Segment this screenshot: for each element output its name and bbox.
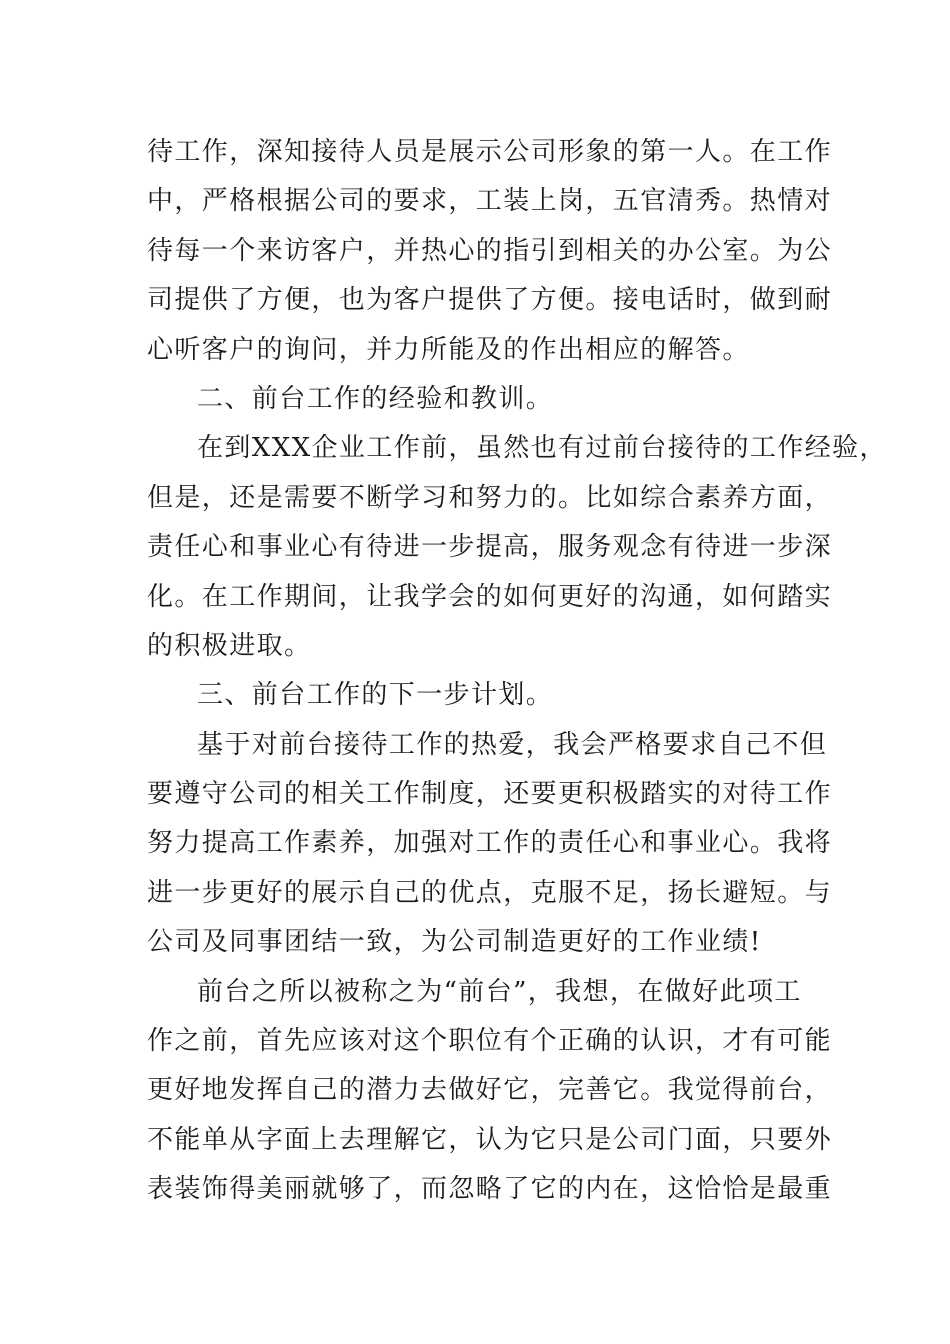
text-line: 心听客户的询问，并力所能及的作出相应的解答。 [147, 334, 750, 365]
text-line: 作之前，首先应该对这个职位有个正确的认识，才有可能 [147, 1026, 833, 1057]
text-line: 化。在工作期间，让我学会的如何更好的沟通，如何踏实 [147, 581, 833, 612]
text-line: 的积极进取。 [147, 630, 312, 661]
body-text [147, 128, 887, 1215]
text-line: 责任心和事业心有待进一步提高，服务观念有待进一步深 [147, 532, 833, 563]
text-line: 不能单从字面上去理解它，认为它只是公司门面，只要外 [147, 1124, 833, 1155]
text-line: 要遵守公司的相关工作制度，还要更积极踏实的对待工作 [147, 779, 833, 810]
text-line: 待每一个来访客户，并热心的指引到相关的办公室。为公 [147, 235, 833, 266]
text-line: 更好地发挥自己的潜力去做好它，完善它。我觉得前台， [147, 1075, 833, 1106]
text-line: 努力提高工作素养，加强对工作的责任心和事业心。我将 [147, 828, 833, 859]
text-line: 进一步更好的展示自己的优点，克服不足，扬长避短。与 [147, 877, 833, 908]
text-line: 中，严格根据公司的要求，工装上岗，五官清秀。热情对 [147, 186, 833, 217]
text-line: 但是，还是需要不断学习和努力的。比如综合素养方面， [147, 482, 833, 513]
text-line: 表装饰得美丽就够了，而忽略了它的内在，这恰恰是最重 [147, 1174, 833, 1205]
text-line: 基于对前台接待工作的热爱，我会严格要求自己不但 [197, 729, 828, 760]
text-line: 司提供了方便，也为客户提供了方便。接电话时，做到耐 [147, 285, 833, 316]
text-line: 在到XXX企业工作前，虽然也有过前台接待的工作经验， [197, 433, 887, 464]
section-heading: 三、前台工作的下一步计划。 [197, 680, 554, 711]
text-line: 前台之所以被称之为“前台”，我想，在做好此项工 [197, 976, 802, 1007]
text-line: 公司及同事团结一致，为公司制造更好的工作业绩! [147, 927, 762, 958]
section-heading: 二、前台工作的经验和教训。 [197, 383, 554, 414]
text-line: 待工作，深知接待人员是展示公司形象的第一人。在工作 [147, 137, 833, 167]
